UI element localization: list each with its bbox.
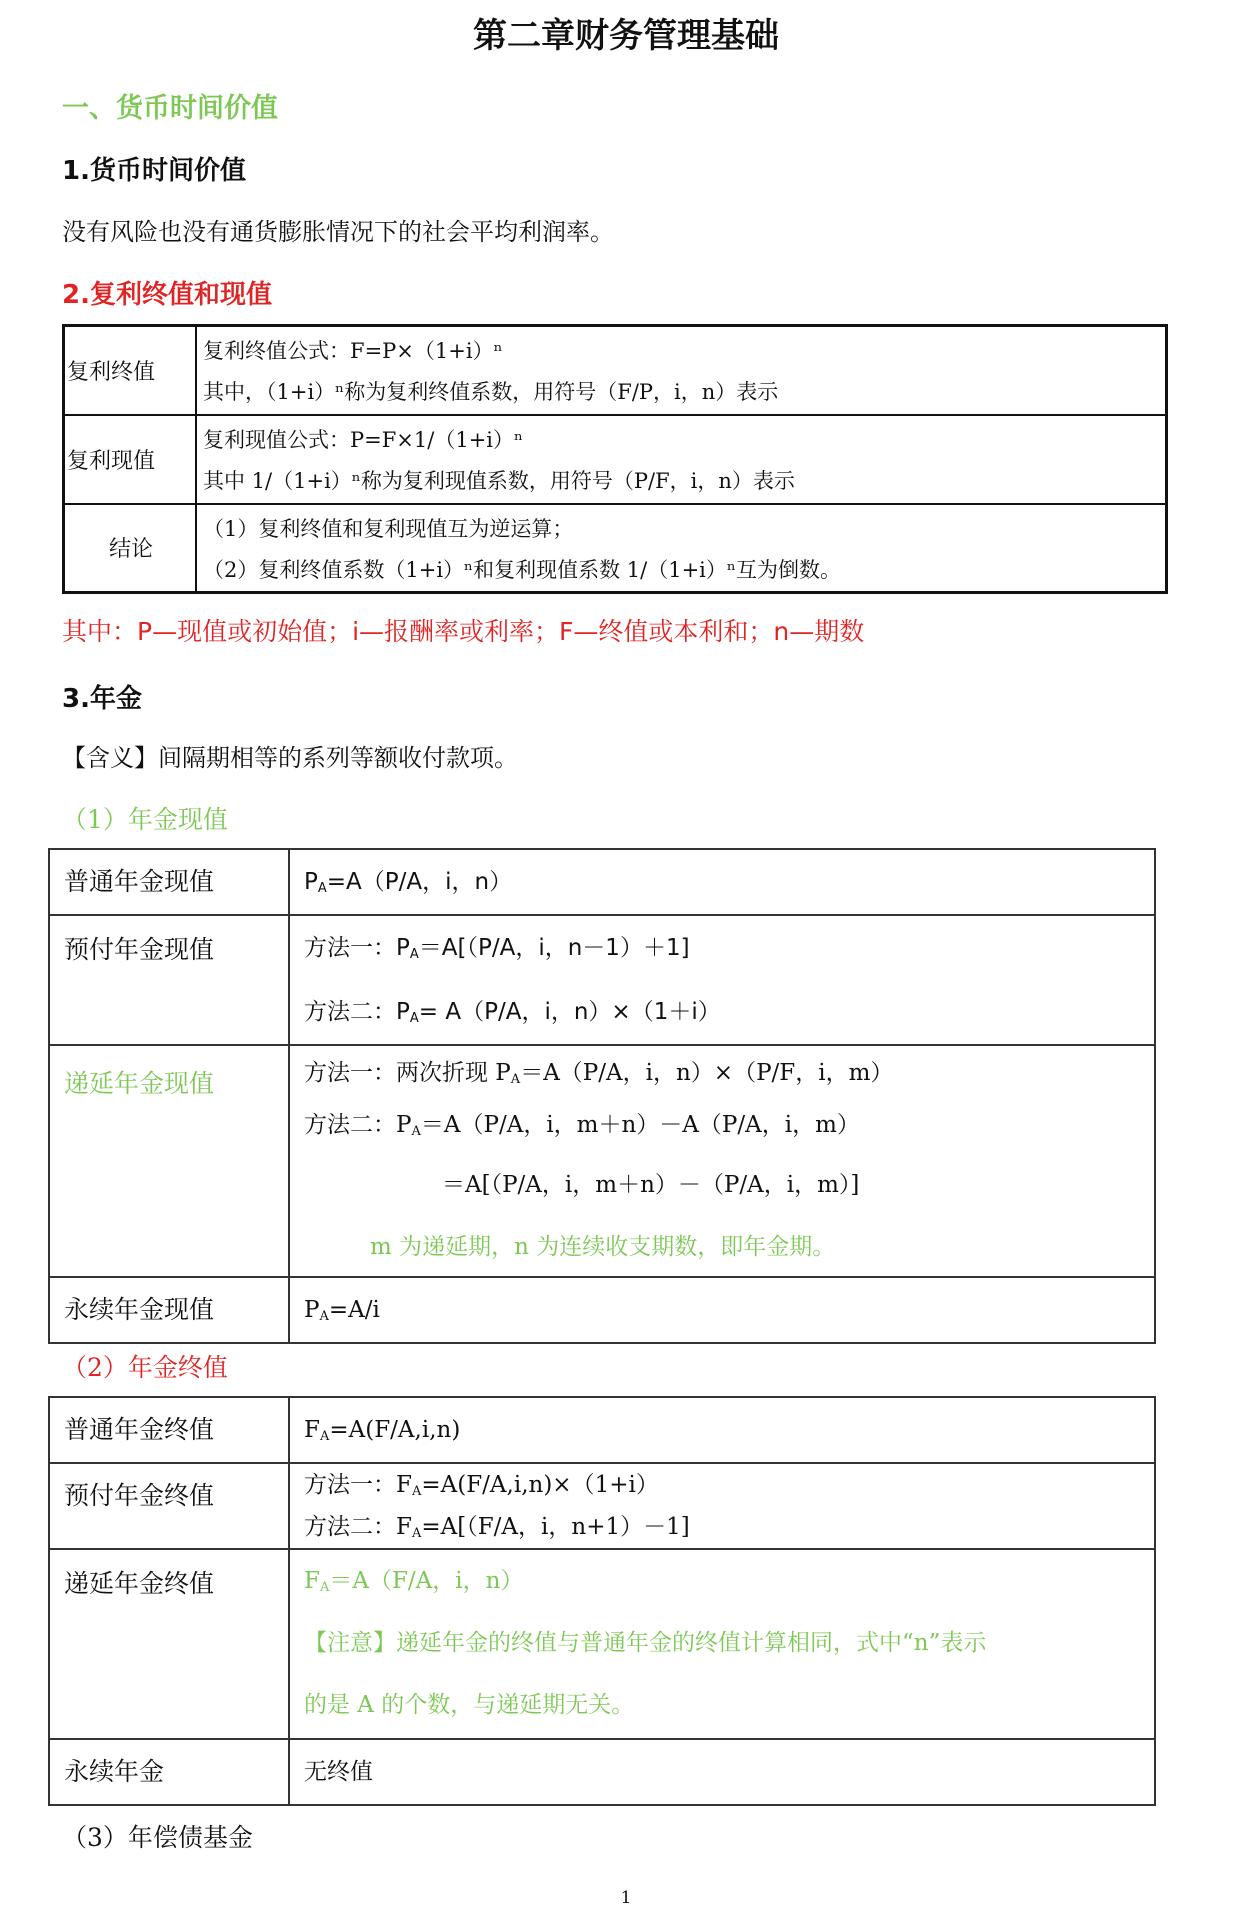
page-number: 1 — [620, 1888, 632, 1908]
heading-time-value: 1.货币时间价值 — [62, 156, 246, 186]
row-label: 普通年金终值 — [49, 1397, 289, 1463]
table-row: 永续年金现值 $P_A=A/i$ — [49, 1277, 1155, 1343]
subheading-annuity-present-value: （1）年金现值 — [62, 805, 228, 834]
table-row — [49, 1463, 1155, 1549]
table-row — [64, 415, 1167, 504]
row-label: 永续年金 — [49, 1739, 289, 1805]
section-heading-time-value: 一、货币时间价值 — [62, 93, 278, 124]
formula-line: 方法一：$F_A=A(F/A,i,n)\times(1+i)$ — [304, 1472, 659, 1499]
table-row — [49, 1739, 1155, 1805]
formula-line: 其中，（1+i）ⁿ称为复利终值系数，用符号（F/P，i，n）表示 — [203, 380, 779, 404]
table-row — [64, 326, 1167, 415]
row-label: 普通年金现值 — [49, 849, 289, 915]
table-row — [64, 504, 1167, 593]
table-row: 普通年金现值 $P_A=A(P/A$，i，n） — [49, 849, 1155, 915]
row-label: 预付年金现值 — [49, 915, 289, 1045]
heading-compound-interest: 2.复利终值和现值 — [62, 280, 272, 310]
symbol-legend-note: 其中：P—现值或初始值；i—报酬率或利率；F—终值或本利和；n—期数 — [62, 617, 865, 646]
time-value-definition: 没有风险也没有通货膨胀情况下的社会平均利润率。 — [62, 218, 614, 246]
subheading-annuity-future-value: （2）年金终值 — [62, 1353, 228, 1382]
row-label: 递延年金终值 — [49, 1549, 289, 1739]
formula-line: 方法二：$P_A=A(P/A$，i，m＋n）－A（P/A，i，m） — [304, 1112, 860, 1139]
formula-line: ＝A[（P/A，i，m＋n）－（P/A，i，m）] — [442, 1172, 860, 1198]
annuity-definition: 【含义】间隔期相等的系列等额收付款项。 — [62, 744, 518, 772]
note-line: 的是 A 的个数，与递延期无关。 — [304, 1692, 635, 1718]
row-label: 递延年金现值 — [49, 1045, 289, 1277]
row-label: 复利终值 — [64, 326, 197, 415]
cell-text: 无终值 — [304, 1759, 373, 1785]
formula-line: 方法二：$P_A= A(P/A$，i，n）×（1＋i） — [304, 999, 721, 1026]
annuity-future-value-table — [48, 1396, 1156, 1806]
formula-line: 方法一：两次折现 $P_A=A(P/A$，i，n）×（P/F，i，m） — [304, 1060, 894, 1087]
compound-interest-table — [62, 324, 1168, 594]
table-row — [49, 915, 1155, 1045]
row-label: 预付年金终值 — [49, 1463, 289, 1549]
formula-line: 复利现值公式：P=F×1/（1+i）ⁿ — [203, 427, 524, 452]
formula-line: 其中 1/（1+i）ⁿ称为复利现值系数，用符号（P/F，i，n）表示 — [203, 468, 795, 493]
table-row — [49, 1045, 1155, 1277]
row-label: 复利现值 — [64, 415, 197, 504]
formula-line: 方法一：$P_A=A[(P/A$，i，n－1）＋1] — [304, 935, 690, 962]
formula-line: $F_A=A(F/A$，i，n） — [304, 1568, 524, 1595]
formula-line: 方法二：$F_A=A[(F/A$，i，n+1）－1] — [304, 1514, 690, 1541]
formula-line: 复利终值公式：F=P×（1+i）ⁿ — [203, 339, 503, 363]
heading-annuity: 3.年金 — [62, 684, 142, 714]
conclusion-line: （1）复利终值和复利现值互为逆运算； — [203, 516, 574, 541]
conclusion-line: （2）复利终值系数（1+i）ⁿ和复利现值系数 1/（1+i）ⁿ互为倒数。 — [203, 557, 841, 582]
note-line: 【注意】递延年金的终值与普通年金的终值计算相同，式中“n”表示 — [304, 1630, 987, 1656]
page-title: 第二章财务管理基础 — [473, 16, 779, 56]
annuity-present-value-table — [48, 848, 1156, 1344]
deferred-annuity-note: m 为递延期，n 为连续收支期数，即年金期。 — [370, 1234, 836, 1260]
row-label: 结论 — [64, 504, 197, 593]
table-row: 普通年金终值 $F_A=A(F/A,i,n)$ — [49, 1397, 1155, 1463]
table-row — [49, 1549, 1155, 1739]
subheading-sinking-fund: （3）年偿债基金 — [62, 1823, 253, 1852]
row-label: 永续年金现值 — [49, 1277, 289, 1343]
